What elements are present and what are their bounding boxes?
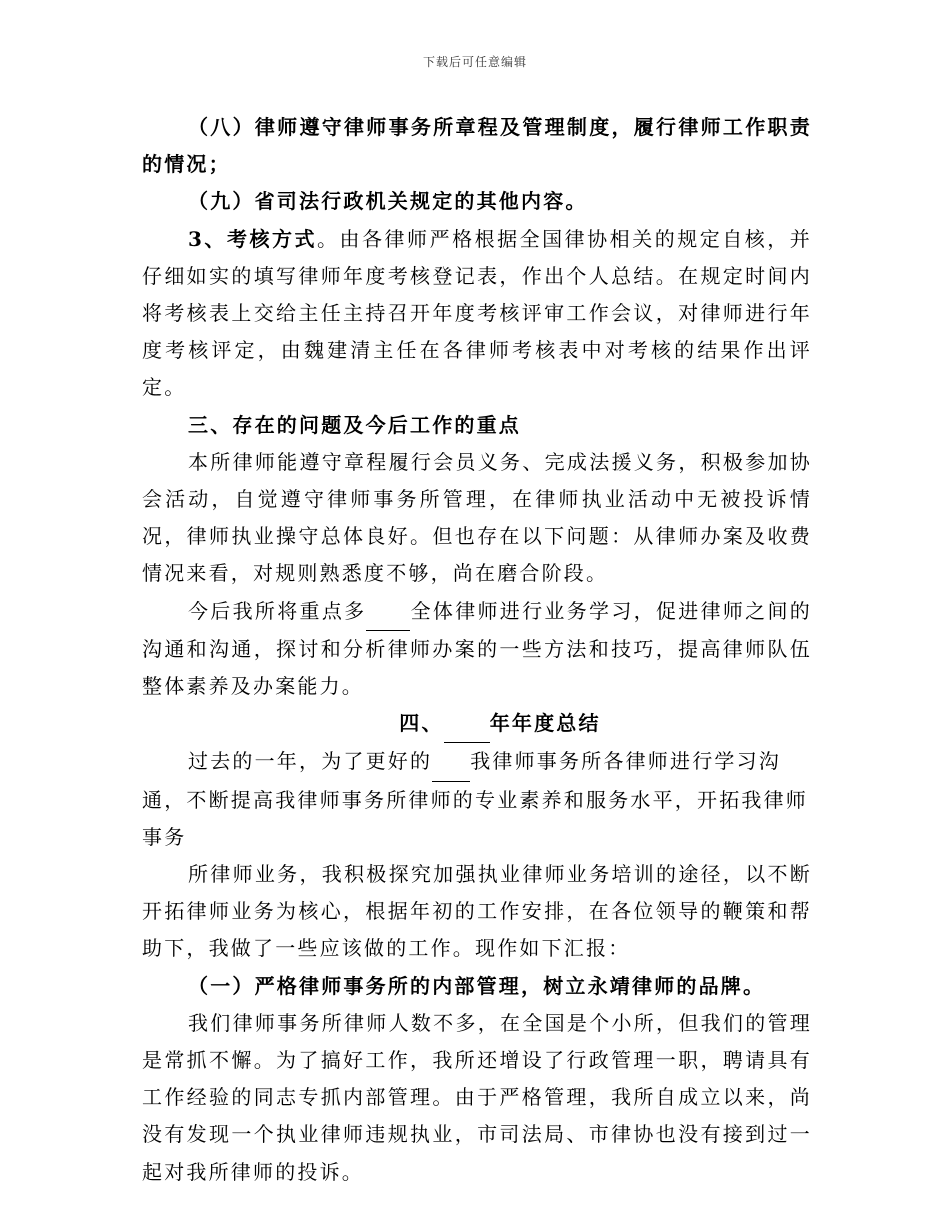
paragraph-item-8: （八）律师遵守律师事务所章程及管理制度，履行律师工作职责的情况； [142, 115, 812, 177]
section-heading-4: 四、 年年度总结 [142, 705, 812, 743]
blank-line [432, 743, 470, 781]
paragraph-assessment-method [142, 221, 812, 407]
paragraph-item-9: （九）省司法行政机关规定的其他内容。 [188, 189, 588, 214]
blank-year [444, 705, 490, 743]
page-header: 下载后可任意编辑 [422, 55, 527, 69]
section-heading-3: 三、存在的问题及今后工作的重点 [188, 412, 521, 437]
assessment-method-text: 。由各律师严格根据全国律协相关的规定自核，并仔细如实的填写律师年度考核登记表，作出个人总结。在规定时间内将考核表上交给主任主持召开年度考核评审工作会议，对律师进行年度考核评定，由魏建清主任在各律师考核表中对考核的结果作出评定。 [142, 226, 812, 400]
document-body [142, 109, 812, 1191]
paragraph-past-year: 过去的一年，为了更好的 我律师事务所各律师进行学习沟通，不断提高我律师事务所律师的专业素养和服务水平，开拓我律师事务 [142, 743, 812, 856]
paragraph-future-focus: 今后我所将重点多 全体律师进行业务学习，促进律师之间的沟通和沟通，探讨和分析律师办案的一些方法和技巧，提高律师队伍整体素养及办案能力。 [142, 593, 812, 706]
paragraph-problems: 本所律师能遵守章程履行会员义务、完成法援义务，积极参加协会活动，自觉遵守律师事务所管理，在律师执业活动中无被投诉情况，律师执业操守总体良好。但也存在以下问题：从律师办案及收费情况来看，对规则熟悉度不够，尚在磨合阶段。 [142, 449, 812, 586]
paragraph-management: 我们律师事务所律师人数不多，在全国是个小所，但我们的管理是常抓不懈。为了搞好工作，我所还增设了行政管理一职，聘请具有工作经验的同志专抓内部管理。由于严格管理，我所自成立以来，尚没有发现一个执业律师违规执业，市司法局、市律协也没有接到过一起对我所律师的投诉。 [142, 1010, 812, 1184]
paragraph-business: 所律师业务，我积极探究加强执业律师业务培训的途径，以不断开拓律师业务为核心，根据年初的工作安排，在各位领导的鞭策和帮助下，我做了一些应该做的工作。现作如下汇报： [142, 862, 812, 961]
assessment-method-lead: 3、考核方式 [188, 226, 317, 251]
blank-line [366, 593, 410, 631]
subsection-heading-1: （一）严格律师事务所的内部管理，树立永靖律师的品牌。 [188, 973, 766, 998]
